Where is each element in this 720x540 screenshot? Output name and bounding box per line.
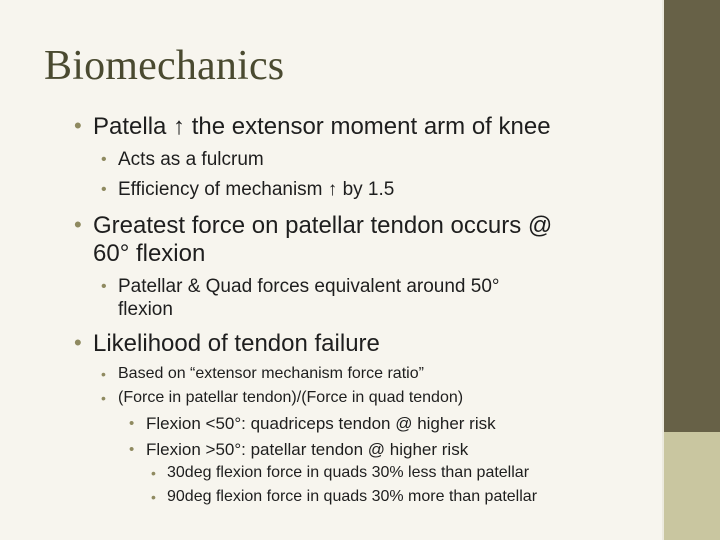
bullet-dot: • (74, 330, 82, 355)
sub-bullet-90deg: • 90deg flexion force in quads 30% more than patellar (151, 488, 538, 505)
bullet-dot: • (101, 390, 106, 406)
sub-bullet-force-ratio: • (Force in patellar tendon)/(Force in quad tendon) (101, 389, 464, 406)
sub-bullet-efficiency: • Efficiency of mechanism ↑ by 1.5 (101, 179, 395, 200)
bullet-dot: • (151, 489, 156, 505)
bullet-greatest-force: • Greatest force on patellar tendon occurs @ 60° flexion (74, 212, 553, 267)
bullet-dot: • (129, 441, 135, 458)
bullet-dot: • (101, 366, 106, 382)
sub-bullet-equivalent: • Patellar & Quad forces equivalent around 50° flexion (101, 276, 500, 320)
bullet-dot: • (151, 465, 156, 481)
sub-bullet-flexion-less-50: • Flexion <50°: quadriceps tendon @ higher risk (129, 414, 496, 433)
sub-bullet-based-on: • Based on “extensor mechanism force ratio” (101, 365, 424, 382)
bullet-likelihood: • Likelihood of tendon failure (74, 330, 380, 357)
bullet-dot: • (74, 113, 82, 138)
sub-bullet-30deg: • 30deg flexion force in quads 30% less than patellar (151, 464, 530, 481)
slide-title: Biomechanics (44, 43, 285, 89)
side-band-dark (664, 0, 720, 432)
side-band-light (664, 432, 720, 540)
bullet-dot: • (74, 212, 82, 237)
sub-bullet-fulcrum: • Acts as a fulcrum (101, 149, 264, 170)
bullet-dot: • (101, 181, 107, 198)
bullet-dot: • (101, 278, 107, 295)
bullet-patella: • Patella ↑ the extensor moment arm of knee (74, 113, 551, 140)
bullet-dot: • (101, 151, 107, 168)
sub-bullet-flexion-greater-50: • Flexion >50°: patellar tendon @ higher risk (129, 440, 469, 459)
bullet-dot: • (129, 415, 135, 432)
